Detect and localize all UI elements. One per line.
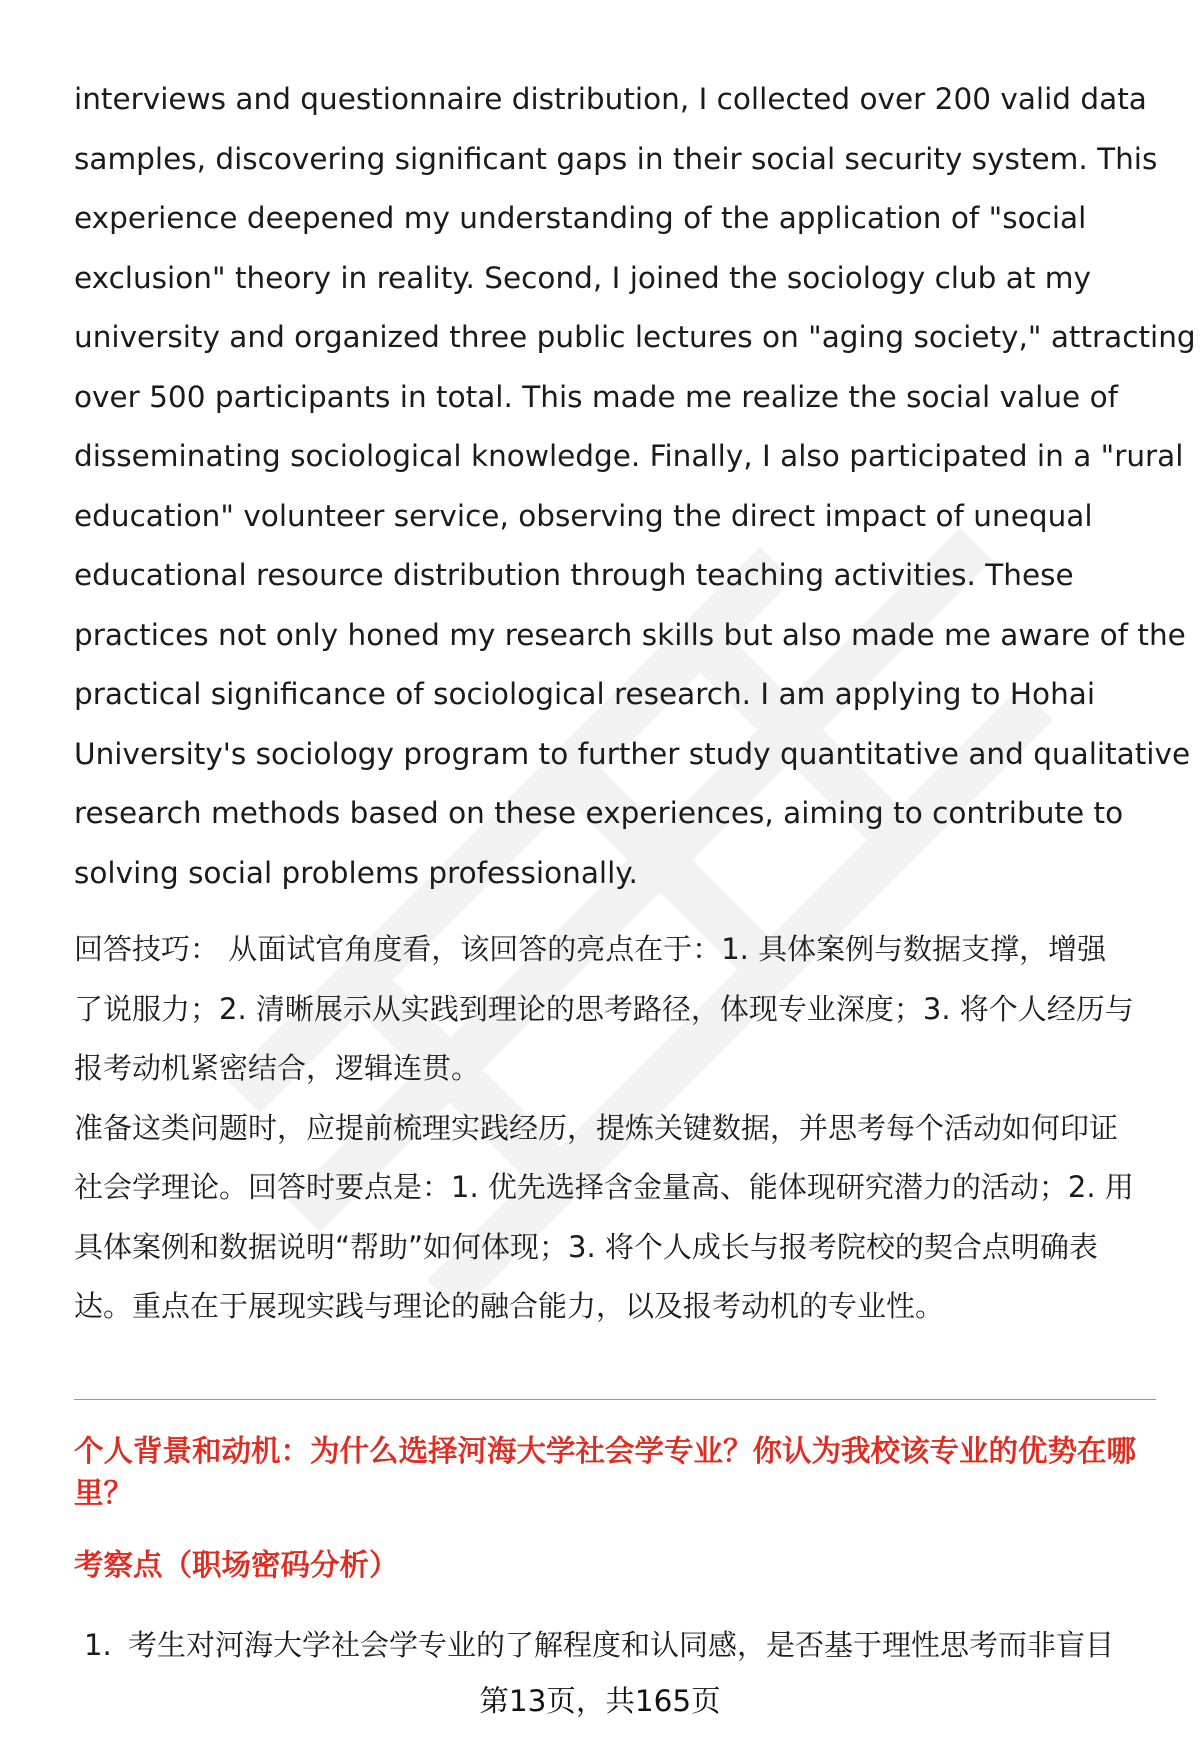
paragraph-line: interviews and questionnaire distribution, I collected over 200 valid data	[74, 82, 1147, 116]
paragraph-line: exclusion" theory in reality. Second, I joined the sociology club at my	[74, 260, 1092, 295]
paragraph-line: solving social problems professionally.	[74, 855, 638, 890]
preparation-line: 具体案例和数据说明“帮助”如何体现；3. 将个人成长与报考院校的契合点明确表	[74, 1229, 1098, 1264]
paragraph-line: samples, discovering significant gaps in their social security system. This	[74, 141, 1158, 176]
list-item-number: 1.	[84, 1628, 112, 1662]
paragraph-line: educational resource distribution through teaching activities. These	[74, 558, 1074, 592]
paragraph-line: University's sociology program to further study quantitative and qualitative	[74, 736, 1191, 771]
tips-line: 回答技巧： 从面试官角度看，该回答的亮点在于：1. 具体案例与数据支撑，增强	[74, 932, 1107, 966]
paragraph-line: practical significance of sociological research. I am applying to Hohai	[74, 677, 1096, 711]
paragraph-line: university and organized three public lectures on "aging society," attracting	[74, 320, 1196, 354]
main-content	[74, 70, 1196, 1337]
section-divider	[74, 1399, 1156, 1400]
page-footer: 第13页，共165页	[479, 1684, 721, 1718]
paragraph-line: education" volunteer service, observing the direct impact of unequal	[74, 498, 1093, 533]
paragraph-line: practices not only honed my research skills but also made me aware of the	[74, 617, 1186, 652]
answer-tips-paragraph	[74, 920, 1154, 1099]
preparation-paragraph	[74, 1099, 1154, 1337]
tips-line: 了说服力；2. 清晰展示从实践到理论的思考路径，体现专业深度；3. 将个人经历与	[74, 991, 1134, 1026]
question-title-line: 个人背景和动机：为什么选择河海大学社会学专业？你认为我校该专业的优势在哪	[74, 1434, 1137, 1468]
preparation-line: 达。重点在于展现实践与理论的融合能力，以及报考动机的专业性。	[74, 1289, 945, 1323]
paragraph-line: experience deepened my understanding of the application of "social	[74, 201, 1087, 235]
preparation-line: 社会学理论。回答时要点是：1. 优先选择含金量高、能体现研究潜力的活动；2. 用	[74, 1170, 1134, 1204]
preparation-line: 准备这类问题时，应提前梳理实践经历，提炼关键数据，并思考每个活动如何印证	[74, 1110, 1119, 1145]
paragraph-line: disseminating sociological knowledge. Finally, I also participated in a "rural	[74, 439, 1184, 473]
english-answer-paragraph	[74, 70, 1196, 903]
tips-line: 报考动机紧密结合，逻辑连贯。	[74, 1051, 481, 1085]
list-item	[84, 1624, 1164, 1666]
list-item-text: 考生对河海大学社会学专业的了解程度和认同感，是否基于理性思考而非盲目	[128, 1628, 1115, 1662]
paragraph-line: research methods based on these experiences, aiming to contribute to	[74, 796, 1124, 830]
paragraph-line: over 500 participants in total. This made me realize the social value of	[74, 379, 1119, 414]
assessment-heading: 考察点（职场密码分析）	[74, 1548, 399, 1582]
question-title-line: 里？	[74, 1476, 134, 1510]
question-title	[74, 1430, 1159, 1514]
